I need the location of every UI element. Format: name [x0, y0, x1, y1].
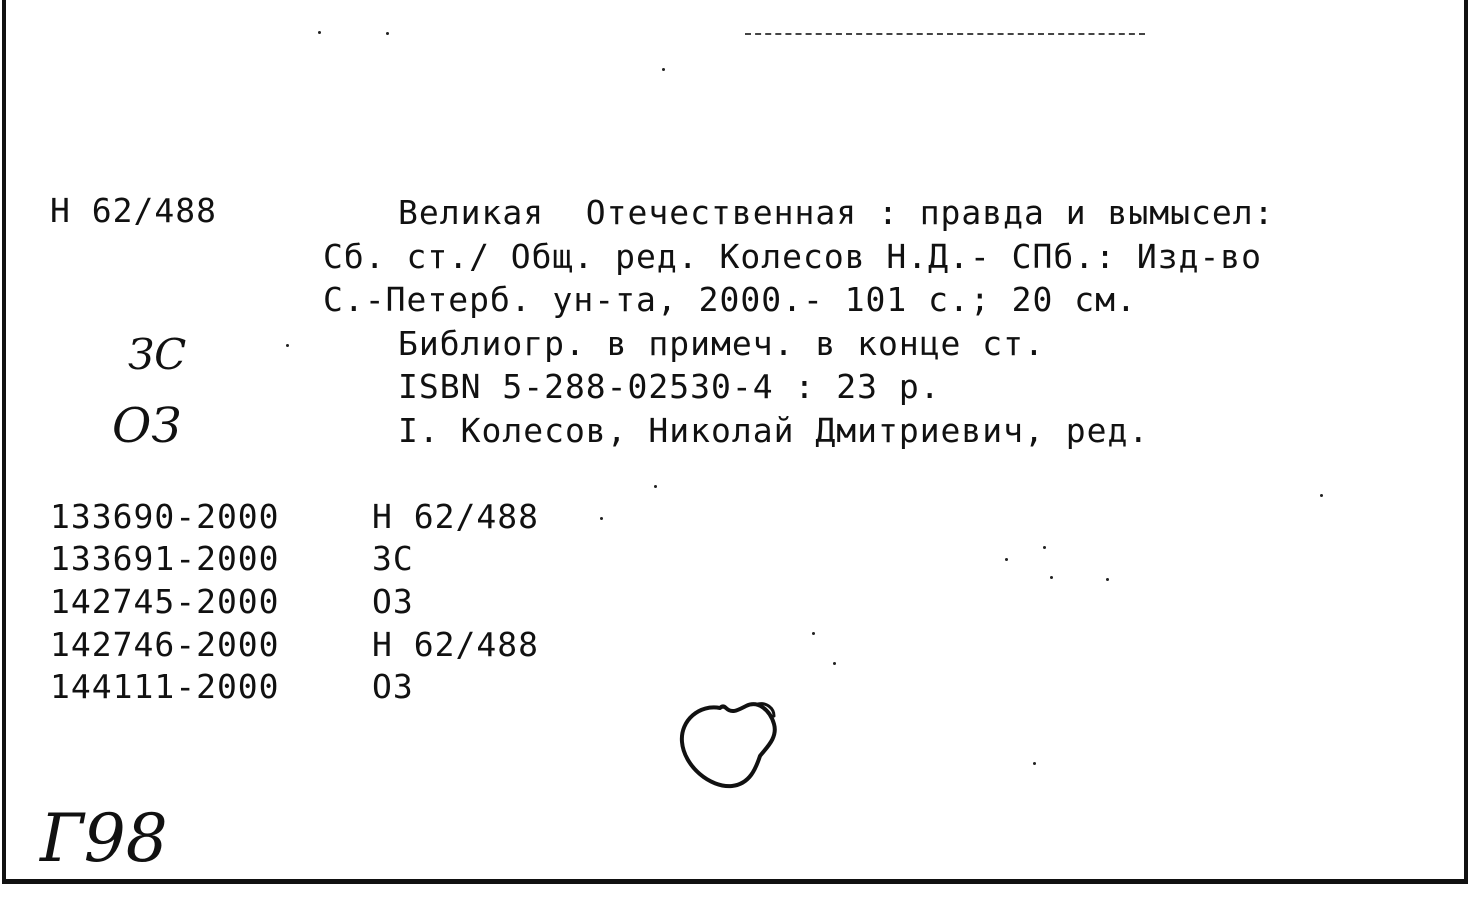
holding-location: ОЗ — [372, 582, 414, 621]
scan-speck — [833, 662, 836, 665]
holding-location: Н 62/488 — [372, 625, 539, 664]
scan-speck — [1005, 558, 1008, 561]
holding-accession: 142745-2000 — [50, 582, 280, 621]
scan-speck — [1033, 762, 1036, 765]
top-dashed-rule — [745, 33, 1145, 35]
shelfmark: Н 62/488 — [50, 191, 217, 230]
isbn-line: ISBN 5-288-02530-4 : 23 р. — [398, 367, 941, 406]
bibliography-note: Библиогр. в примеч. в конце ст. — [398, 324, 1045, 363]
description-title-line: Великая Отечественная : правда и вымысел: — [398, 193, 1275, 232]
holding-accession: 142746-2000 — [50, 625, 280, 664]
scan-speck — [1106, 578, 1109, 581]
handwritten-mark-zs: ЗС — [128, 330, 187, 379]
scan-speck — [1320, 494, 1323, 497]
scan-speck — [654, 485, 657, 488]
holding-accession: 133691-2000 — [50, 539, 280, 578]
holding-location: Н 62/488 — [372, 497, 539, 536]
holding-location: ЗС — [372, 539, 414, 578]
scan-speck — [600, 517, 603, 520]
scan-speck — [1043, 546, 1046, 549]
description-line-2: Сб. ст./ Общ. ред. Колесов Н.Д.- СПб.: Изд-во — [323, 237, 1263, 276]
holding-location: ОЗ — [372, 667, 414, 706]
scan-speck — [812, 632, 815, 635]
scan-speck — [318, 31, 321, 34]
holding-accession: 144111-2000 — [50, 667, 280, 706]
scan-speck — [662, 68, 665, 71]
handwritten-code: Г98 — [40, 800, 168, 877]
holding-accession: 133690-2000 — [50, 497, 280, 536]
added-entry-line: I. Колесов, Николай Дмитриевич, ред. — [398, 411, 1150, 450]
hand-drawn-circle-mark — [670, 690, 790, 800]
scan-speck — [386, 32, 389, 35]
description-line-3: С.-Петерб. ун-та, 2000.- 101 с.; 20 см. — [323, 280, 1137, 319]
scan-speck — [286, 344, 289, 347]
handwritten-mark-oz: ОЗ — [112, 398, 182, 454]
scan-speck — [1050, 576, 1053, 579]
